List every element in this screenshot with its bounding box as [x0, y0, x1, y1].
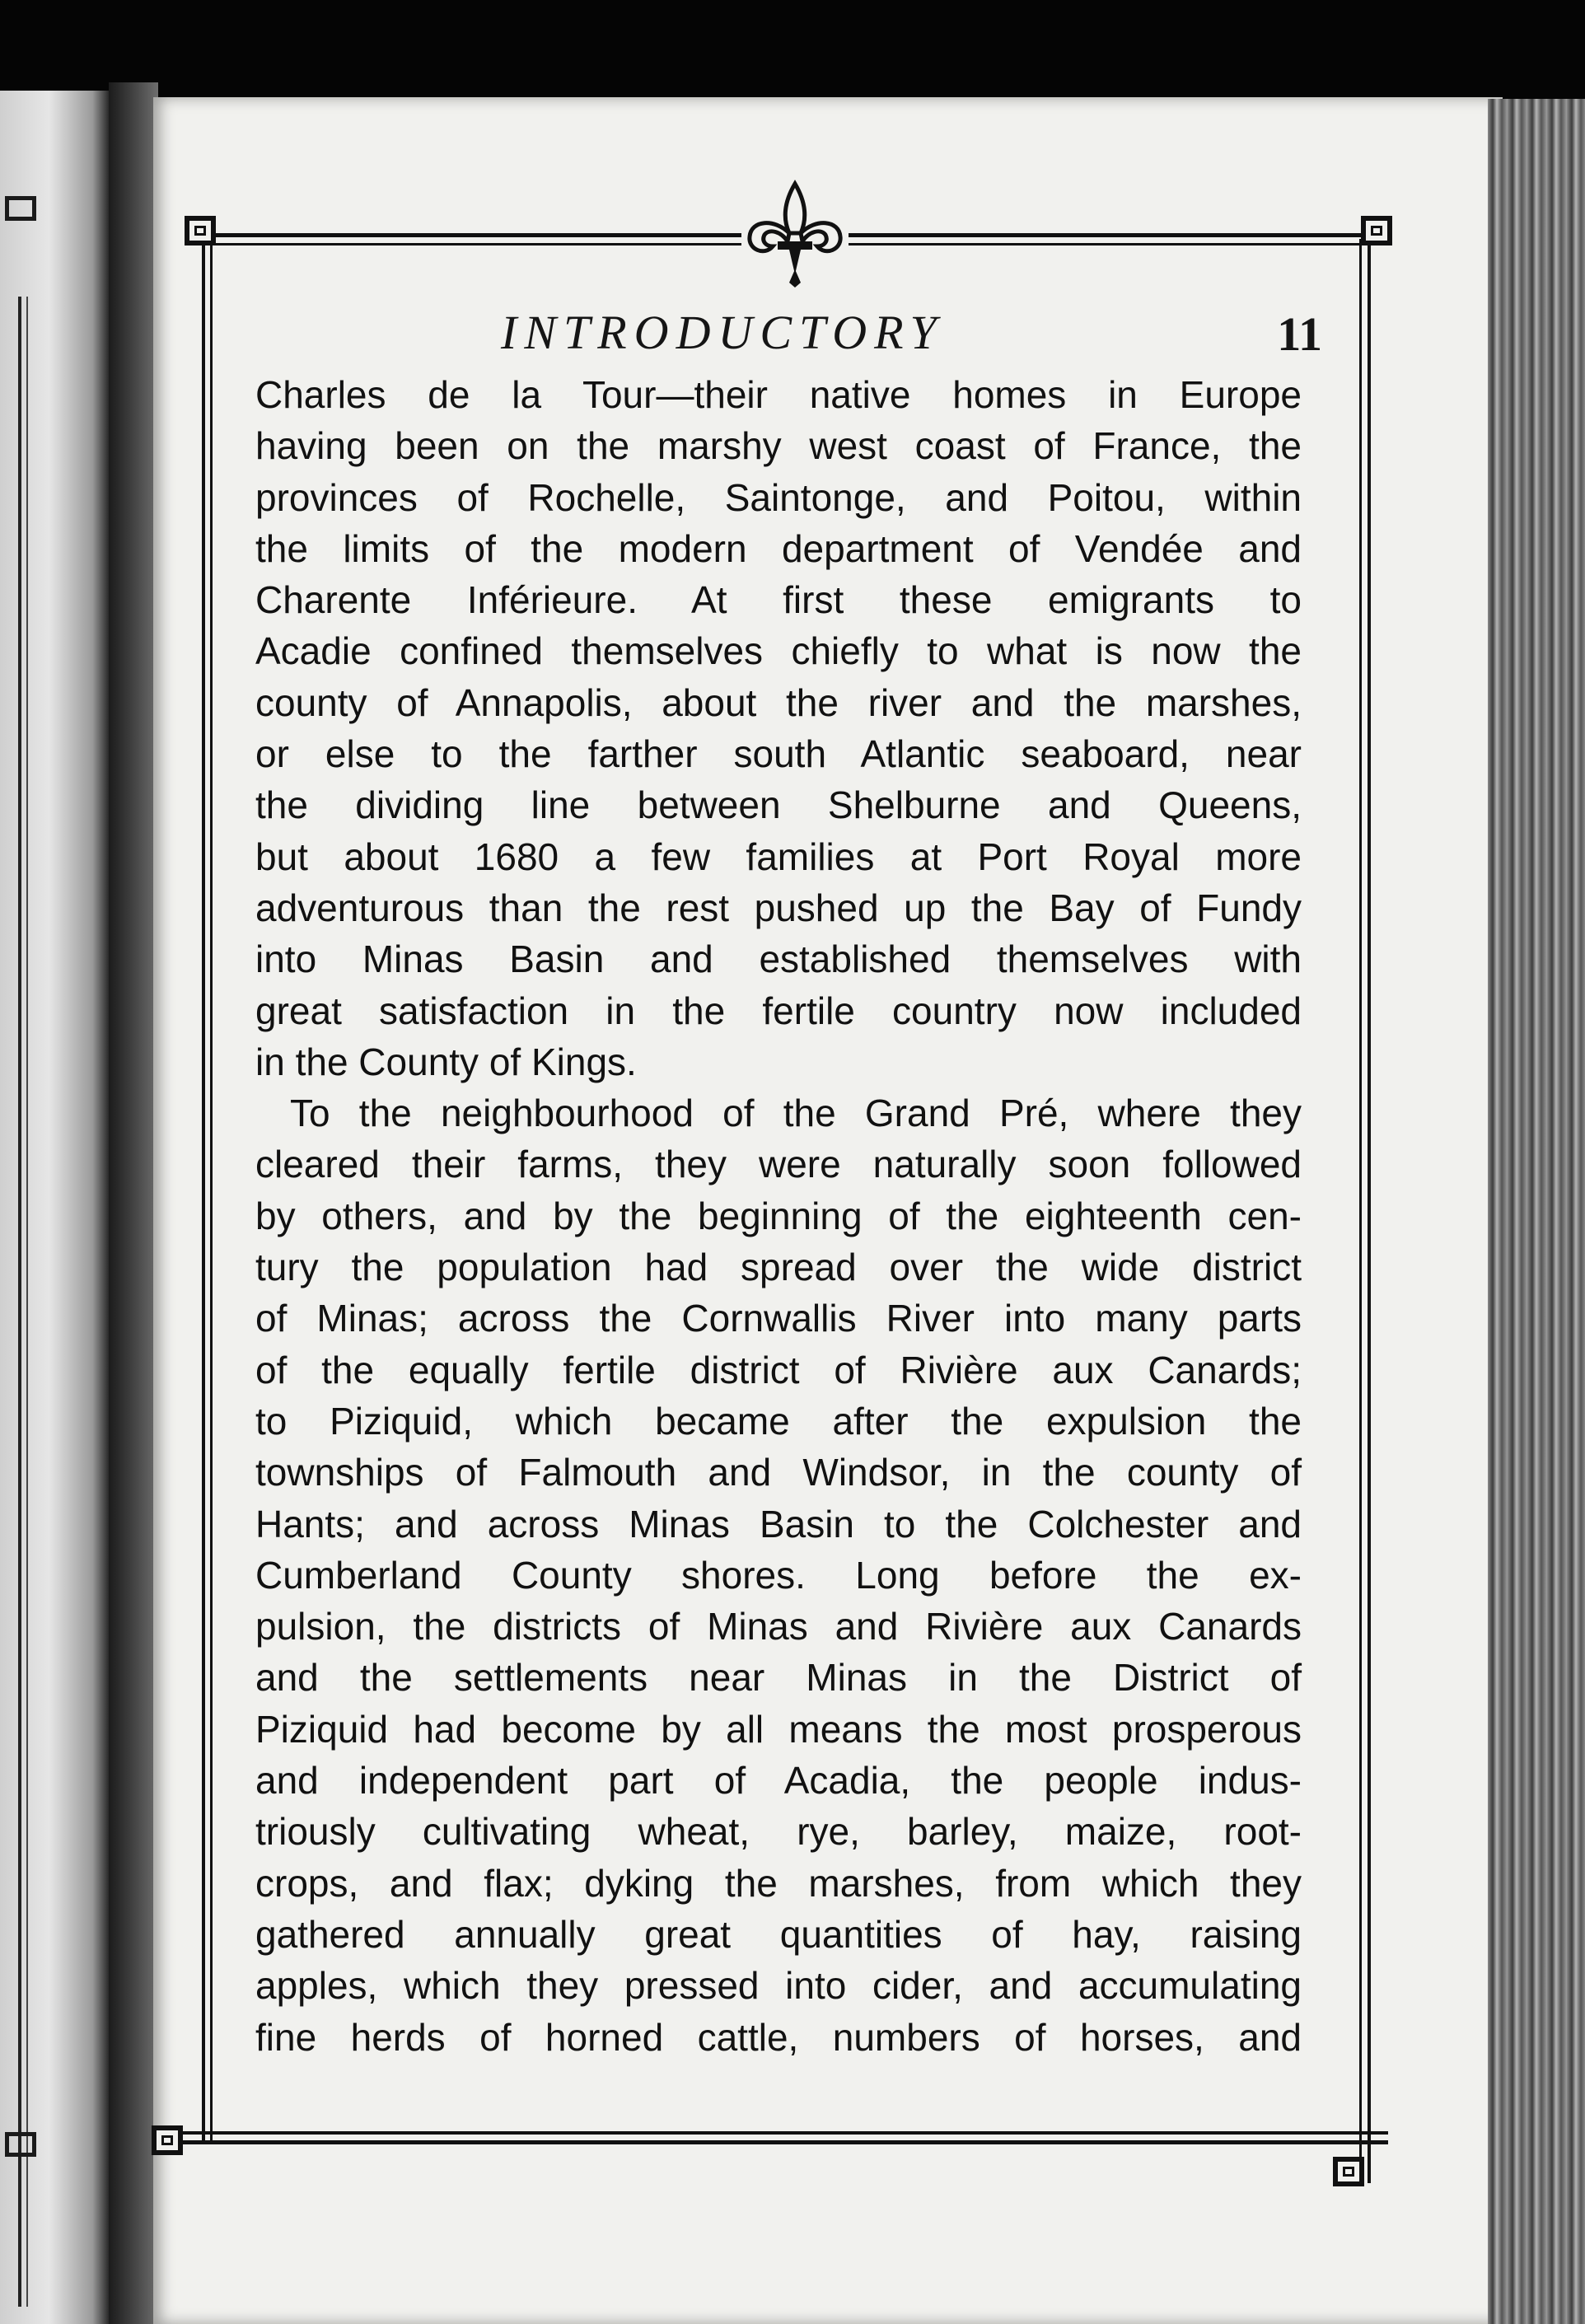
- text-line: adventurous than the rest pushed up the Bay of Fundy: [255, 886, 1302, 929]
- text-line: To the neighbourhood of the Grand Pré, where they: [290, 1092, 1302, 1135]
- text-line: but about 1680 a few families at Port Royal more: [255, 835, 1302, 878]
- text-line: having been on the marshy west coast of France, the: [255, 424, 1302, 468]
- text-line: Acadie confined themselves chiefly to what is now the: [255, 629, 1302, 673]
- text-line: Hants; and across Minas Basin to the Colchester and: [255, 1502, 1302, 1545]
- text-line: townships of Falmouth and Windsor, in the county of: [255, 1451, 1302, 1494]
- text-line: great satisfaction in the fertile country now included: [255, 989, 1302, 1032]
- frame-corner-top-left: [185, 216, 216, 245]
- text-line: Charente Inférieure. At first these emigrants to: [255, 578, 1302, 622]
- frame-corner-bottom-left: [152, 2125, 183, 2155]
- text-line: the dividing line between Shelburne and Queens,: [255, 783, 1302, 827]
- text-line: Piziquid had become by all means the most prosperous: [255, 1707, 1302, 1751]
- facing-page-rule-inner: [26, 297, 28, 2307]
- text-line: and independent part of Acadia, the people indus-: [255, 1759, 1302, 1803]
- body-text: [255, 369, 1302, 2063]
- text-line: the limits of the modern department of Vendée and: [255, 526, 1302, 570]
- text-line: fine herds of horned cattle, numbers of horses, and: [255, 2015, 1302, 2059]
- facing-page-rule: [18, 297, 21, 2307]
- frame-corner-top-right: [1361, 216, 1392, 245]
- text-line: county of Annapolis, about the river and the marshes,: [255, 680, 1302, 724]
- facing-page-corner-ornament: [5, 196, 36, 221]
- text-line: of the equally fertile district of Rivière aux Canards;: [255, 1348, 1302, 1391]
- text-line: and the settlements near Minas in the District of: [255, 1656, 1302, 1700]
- facing-page-corner-ornament: [5, 2132, 36, 2157]
- text-line: crops, and flax; dyking the marshes, from which they: [255, 1861, 1302, 1905]
- page-number: 11: [1277, 307, 1322, 361]
- text-line: Cumberland County shores. Long before the ex-: [255, 1553, 1302, 1597]
- text-line: to Piziquid, which became after the expulsion the: [255, 1399, 1302, 1443]
- text-line: gathered annually great quantities of hay, raising: [255, 1912, 1302, 1956]
- page-stack-edge: [1488, 99, 1585, 2324]
- text-line: pulsion, the districts of Minas and Rivière aux Canards: [255, 1605, 1302, 1648]
- frame-corner-bottom-right: [1333, 2157, 1364, 2186]
- text-line: apples, which they pressed into cider, and accumulating: [255, 1964, 1302, 2008]
- frame-left-rule: [202, 239, 215, 2142]
- fleur-de-lis-icon: [741, 177, 849, 292]
- text-line: triously cultivating wheat, rye, barley, maize, root-: [255, 1810, 1302, 1854]
- book-gutter: [109, 82, 158, 2324]
- text-line: into Minas Basin and established themselves with: [255, 938, 1302, 981]
- frame-right-rule: [1359, 239, 1372, 2183]
- text-line: by others, and by the beginning of the eighteenth cen-: [255, 1194, 1302, 1237]
- text-line: tury the population had spread over the wide district: [255, 1246, 1302, 1289]
- text-line: cleared their farms, they were naturally soon followed: [255, 1143, 1302, 1186]
- text-line: provinces of Rochelle, Saintonge, and Poitou, within: [255, 475, 1302, 519]
- frame-bottom-rule: [152, 2131, 1388, 2149]
- text-line: in the County of Kings.: [255, 1040, 637, 1083]
- facing-page-edge: [0, 91, 109, 2324]
- text-line: Charles de la Tour—their native homes in Europe: [255, 373, 1302, 416]
- text-line: or else to the farther south Atlantic seaboard, near: [255, 732, 1302, 776]
- text-line: of Minas; across the Cornwallis River into many parts: [255, 1297, 1302, 1340]
- running-title: INTRODUCTORY: [501, 306, 944, 359]
